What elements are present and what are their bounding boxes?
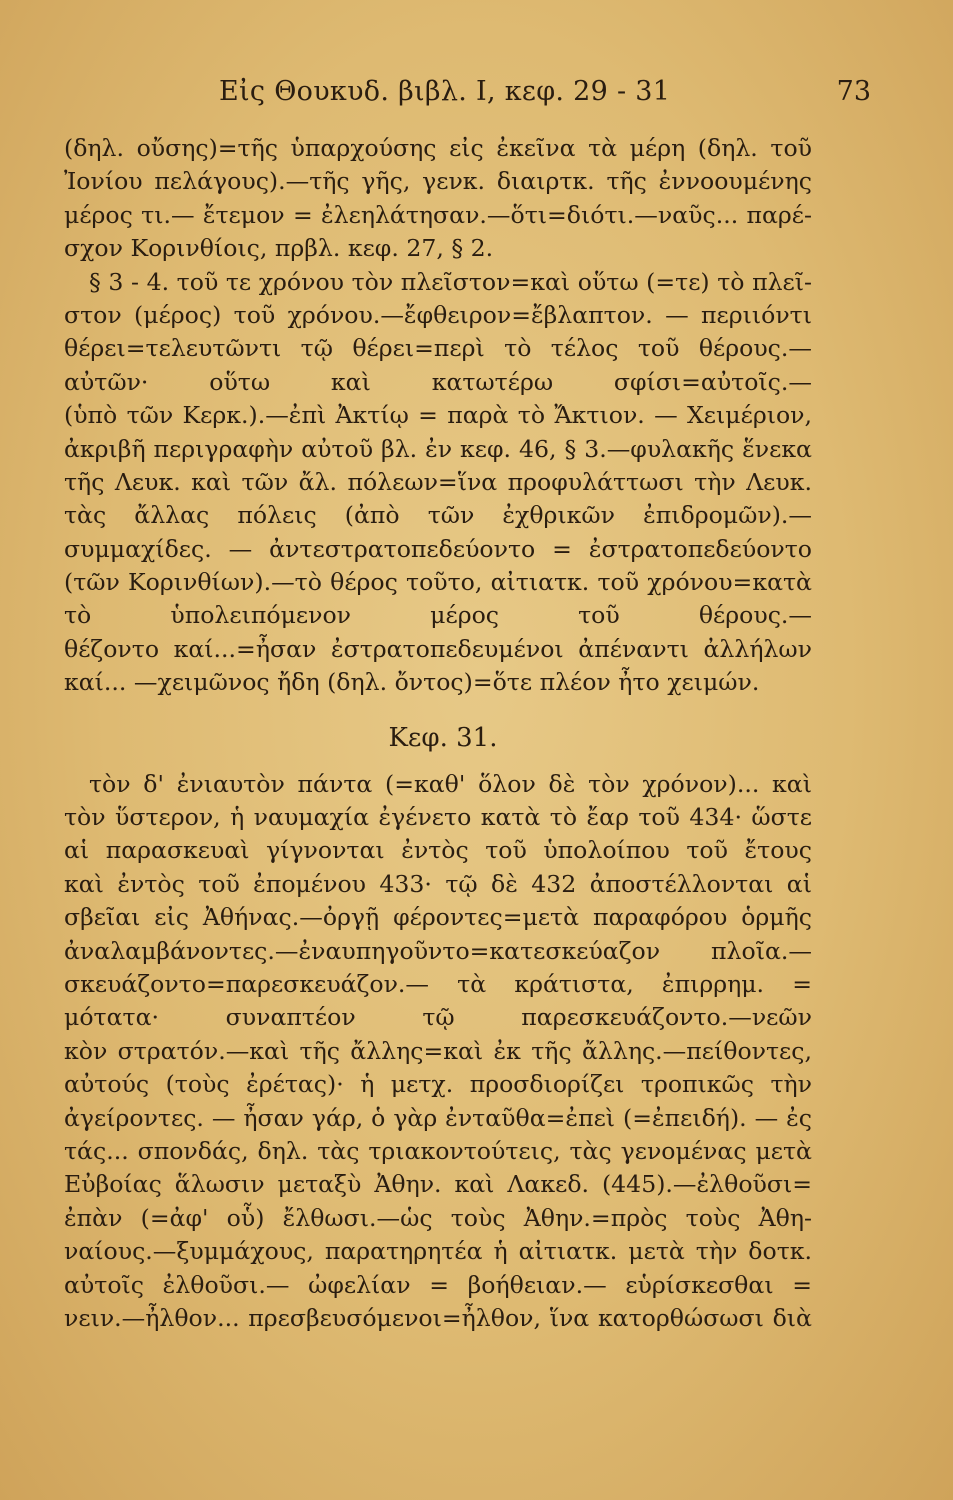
text-line: ἀναλαμβάνοντες.—ἐναυπηγοῦντο=κατεσκεύαζον πλοῖα.— — [64, 936, 812, 965]
text-line: τὰς ἄλλας πόλεις (ἀπὸ τῶν ἐχθρικῶν ἐπιδρομῶν).— — [64, 501, 812, 530]
text-line: (τῶν Κορινθίων).—τὸ θέρος τοῦτο, αἰτιατκ. τοῦ χρόνου=κατὰ — [64, 568, 812, 597]
text-line: μέρος τι.— ἔτεμον = ἐλεηλάτησαν.—ὅτι=διότι.—ναῦς... παρέ- — [64, 200, 812, 229]
text-line: αὐτῶν· οὕτω καὶ κατωτέρω σφίσι=αὐτοῖς.— — [64, 367, 812, 396]
text-line: τὸν δ' ἐνιαυτὸν πάντα (=καθ' ὅλον δὲ τὸν χρόνον)... καὶ — [89, 769, 812, 798]
text-line: καί... —χειμῶνος ἤδη (δηλ. ὄντος)=ὅτε πλέον ἦτο χειμών. — [64, 668, 760, 697]
text-line: (ὑπὸ τῶν Κερκ.).—ἐπὶ Ἀκτίῳ = παρὰ τὸ Ἄκτιον. — Χειμέριον, — [64, 401, 812, 430]
page-number: 73 — [836, 76, 871, 107]
text-line: αὐτούς (τοὺς ἐρέτας)· ἡ μετχ. προσδιορίζει τροπικῶς τὴν — [64, 1070, 812, 1099]
text-line: μότατα· συναπτέον τῷ παρεσκευάζοντο.—νεῶν — [64, 1003, 812, 1032]
text-line: Ἰονίου πελάγους).—τῆς γῆς, γενκ. διαιρτκ. τῆς ἐννοουμένης — [64, 167, 812, 196]
text-line: ἀγείροντες. — ἦσαν γάρ, ὁ γὰρ ἐνταῦθα=ἐπεὶ (=ἐπειδή). — ἐς — [64, 1103, 812, 1132]
text-line: σβεῖαι εἰς Ἀθήνας.—ὀργῇ φέροντες=μετὰ παραφόρου ὁρμῆς — [64, 903, 812, 932]
text-line: τῆς Λευκ. καὶ τῶν ἄλ. πόλεων=ἵνα προφυλάττωσι τὴν Λευκ. — [64, 467, 812, 496]
chapter-heading: Κεφ. 31. — [388, 722, 498, 753]
text-line: θέρει=τελευτῶντι τῷ θέρει=περὶ τὸ τέλος τοῦ θέρους.— — [64, 334, 812, 363]
text-line: (δηλ. οὔσης)=τῆς ὑπαρχούσης εἰς ἐκεῖνα τὰ μέρη (δηλ. τοῦ — [64, 134, 812, 162]
paragraph-block-2 — [64, 266, 812, 700]
text-line: καὶ ἐντὸς τοῦ ἐπομένου 433· τῷ δὲ 432 ἀποστέλλονται αἱ — [64, 869, 812, 898]
page-body — [64, 132, 812, 1335]
text-line: ἐπὰν (=ἀφ' οὗ) ἔλθωσι.—ὡς τοὺς Ἀθην.=πρὸς τοὺς Ἀθη- — [64, 1203, 812, 1232]
text-line: § 3 - 4. τοῦ τε χρόνου τὸν πλεῖστον=καὶ οὕτω (=τε) τὸ πλεῖ- — [89, 267, 812, 296]
text-line: σχον Κορινθίοις, πρβλ. κεφ. 27, § 2. — [64, 234, 494, 263]
page-header — [64, 72, 889, 112]
text-line: ἀκριβῆ περιγραφὴν αὐτοῦ βλ. ἐν κεφ. 46, § 3.—φυλακῆς ἕνεκα — [64, 434, 812, 463]
text-line: Εὐβοίας ἅλωσιν μεταξὺ Ἀθην. καὶ Λακεδ. (445).—ἐλθοῦσι= — [64, 1170, 812, 1199]
text-line: τάς... σπονδάς, δηλ. τὰς τριακοντούτεις, τὰς γενομένας μετὰ — [64, 1136, 812, 1165]
text-line: αἱ παρασκευαὶ γίγνονται ἐντὸς τοῦ ὑπολοίπου τοῦ ἔτους — [64, 836, 812, 865]
text-line: τὸν ὕστερον, ἡ ναυμαχία ἐγένετο κατὰ τὸ ἔαρ τοῦ 434· ὥστε — [64, 803, 812, 832]
text-line: νειν.—ἦλθον... πρεσβευσόμενοι=ἦλθον, ἵνα κατορθώσωσι διὰ — [64, 1303, 812, 1332]
text-line: σκευάζοντο=παρεσκευάζον.— τὰ κράτιστα, ἐπιρρημ. = — [64, 969, 812, 998]
text-line: στον (μέρος) τοῦ χρόνου.—ἔφθειρον=ἔβλαπτον. — περιιόντι — [64, 300, 812, 329]
running-title: Εἰς Θουκυδ. βιβλ. Ι, κεφ. 29 - 31 — [219, 76, 671, 107]
text-line: ναίους.—ξυμμάχους, παρατηρητέα ἡ αἰτιατκ. μετὰ τὴν δοτκ. — [64, 1237, 812, 1266]
text-line: αὐτοῖς ἐλθοῦσι.— ὠφελίαν = βοήθειαν.— εὑρίσκεσθαι = — [64, 1270, 812, 1299]
text-line: κὸν στρατόν.—καὶ τῆς ἄλλης=καὶ ἐκ τῆς ἄλλης.—πείθοντες, — [64, 1036, 812, 1065]
text-line: συμμαχίδες. — ἀντεστρατοπεδεύοντο = ἐστρατοπεδεύοντο — [64, 534, 812, 563]
paragraph-block-1 — [64, 132, 812, 266]
text-line: θέζοντο καί...=ἦσαν ἐστρατοπεδευμένοι ἀπέναντι ἀλλήλων — [64, 634, 812, 663]
paragraph-block-3 — [64, 768, 812, 1336]
text-line: τὸ ὑπολειπόμενον μέρος τοῦ θέρους.— — [64, 601, 812, 630]
